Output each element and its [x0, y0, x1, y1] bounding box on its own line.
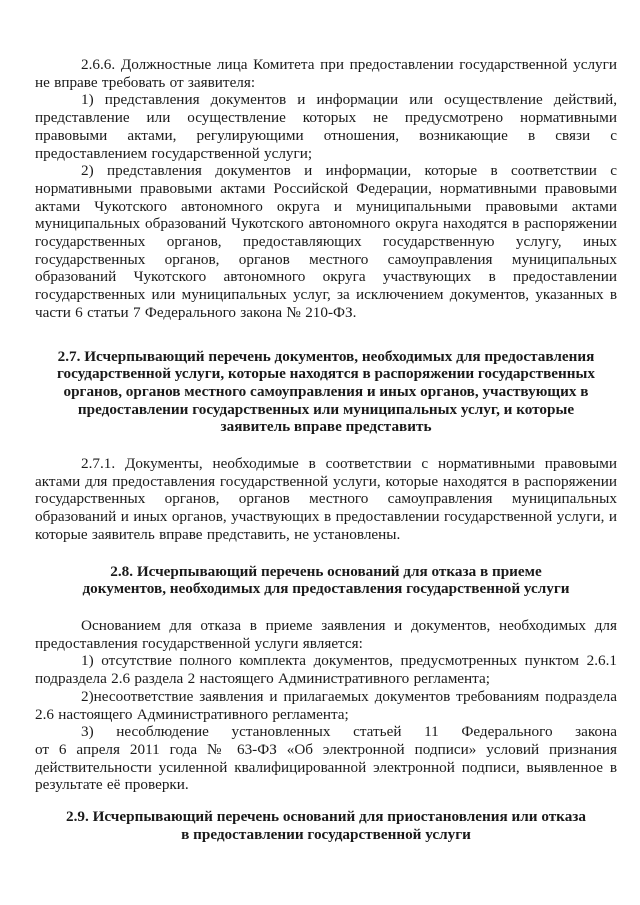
- paragraph-refusal-item-2: 2)несоответствие заявления и прилагаемых документов требованиям подраздела 2.6 настоящего Административного регламента;: [35, 687, 617, 723]
- heading-line: 2.9. Исчерпывающий перечень оснований для приостановления или отказа: [65, 808, 586, 826]
- section-heading-2-9: [35, 808, 617, 843]
- section-heading-2-8: [35, 563, 617, 598]
- heading-line: государственной услуги, которые находятся в распоряжении государственных: [57, 365, 595, 383]
- heading-line: 2.8. Исчерпывающий перечень оснований для отказа в приеме: [110, 562, 542, 580]
- paragraph-2-6-6-item-1: 1) представления документов и информации или осуществление действий, представление или осуществление которых не предусмотрено нормативными правовыми актами, регулирующими отношения, возникающие в связи с предоставлением государственной услуги;: [35, 91, 617, 162]
- section-heading-2-7: [35, 348, 617, 437]
- paragraph-2-6-6-item-2: 2) представления документов и информации, которые в соответствии с нормативными правовыми актами Российской Федерации, нормативными правовыми актами Чукотского автономного округа и муниципальными правовыми актами муниципальных образований Чукотского автономного округа находятся в распоряжении государственных органов, предоставляющих государственную услугу, иных государственных органов, органов местного самоуправления муниципальных образований Чукотского автономного округа участвующих в предоставлении государственных или муниципальных услуг, за исключением документов, указанных в части 6 статьи 7 Федерального закона № 210-ФЗ.: [35, 162, 617, 321]
- heading-line: документов, необходимых для предоставления государственной услуги: [82, 580, 570, 598]
- paragraph-refusal-basis: Основанием для отказа в приеме заявления и документов, необходимых для предоставления государственной услуги является:: [35, 616, 617, 652]
- paragraph-refusal-item-3: 3) несоблюдение установленных статьей 11 Федерального закона от 6 апреля 2011 года № 63-ФЗ «Об электронной подписи» условий признания действительности усиленной квалифицированной электронной подписи, выявленное в результате её проверки.: [35, 723, 617, 794]
- paragraph-2-6-6: 2.6.6. Должностные лица Комитета при предоставлении государственной услуги не вправе требовать от заявителя:: [35, 56, 617, 91]
- heading-line: 2.7. Исчерпывающий перечень документов, необходимых для предоставления: [57, 347, 595, 365]
- heading-line: органов, органов местного самоуправления и иных органов, участвующих в: [63, 382, 589, 400]
- heading-line: предоставлении государственных или муниципальных услуг, и которые: [77, 400, 575, 418]
- heading-line: в предоставлении государственной услуги: [181, 825, 471, 843]
- heading-line: заявитель вправе представить: [220, 418, 432, 436]
- paragraph-refusal-item-1: 1) отсутствие полного комплекта документов, предусмотренных пунктом 2.6.1 подраздела 2.6 раздела 2 настоящего Административного регламента;: [35, 652, 617, 688]
- paragraph-2-7-1: 2.7.1. Документы, необходимые в соответствии с нормативными правовыми актами для предоставления государственной услуги, которые находятся в распоряжении государственных органов, органов местного самоуправления муниципальных образований и иных органов, участвующих в предоставлении государственной услуги, и которые заявитель вправе представить, не установлены.: [35, 455, 617, 543]
